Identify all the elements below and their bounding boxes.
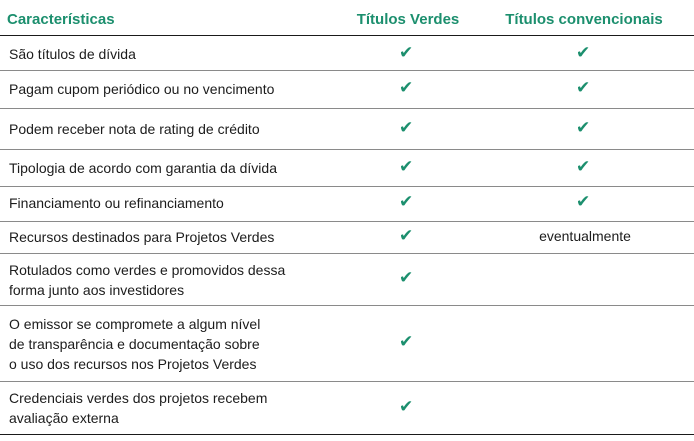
table-row [0, 109, 694, 150]
conventional-check-icon: ✔ [576, 192, 591, 211]
row-label-line: forma junto aos investidores [9, 282, 185, 298]
row-label [9, 193, 224, 213]
row-label [9, 388, 267, 428]
row-label-line: avaliação externa [9, 410, 119, 426]
row-label-line: Rotulados como verdes e promovidos dessa [9, 262, 286, 278]
row-label-line: de transparência e documentação sobre [9, 336, 260, 352]
table-row [0, 254, 694, 306]
row-label-line: Credenciais verdes dos projetos recebem [9, 390, 268, 406]
row-label-line: São títulos de dívida [9, 46, 136, 62]
row-label-line: O emissor se compromete a algum nível [9, 316, 261, 332]
row-label-line: Financiamento ou refinanciamento [9, 195, 224, 211]
table-row [0, 36, 694, 71]
row-label [9, 119, 260, 139]
header-conventional-bonds: Títulos convencionais [505, 11, 663, 28]
green-check-icon: ✔ [399, 332, 414, 351]
green-check-icon: ✔ [399, 157, 414, 176]
table-row [0, 306, 694, 382]
row-label [9, 44, 136, 64]
row-label [9, 227, 274, 247]
row-label-line: o uso dos recursos nos Projetos Verdes [9, 356, 257, 372]
row-label [9, 314, 260, 374]
row-label-line: Tipologia de acordo com garantia da dívida [9, 160, 277, 176]
green-check-icon: ✔ [399, 192, 414, 211]
row-label [9, 158, 277, 178]
row-label [9, 79, 274, 99]
green-check-icon: ✔ [399, 397, 414, 416]
row-label-line: Podem receber nota de rating de crédito [9, 121, 260, 137]
green-check-icon: ✔ [399, 268, 414, 287]
conventional-check-icon: ✔ [576, 78, 591, 97]
green-check-icon: ✔ [399, 43, 414, 62]
table-row [0, 222, 694, 254]
green-check-icon: ✔ [399, 118, 414, 137]
table-row [0, 187, 694, 222]
conventional-eventually-text: eventualmente [539, 228, 631, 244]
conventional-check-icon: ✔ [576, 43, 591, 62]
table-row [0, 382, 694, 435]
row-label-line: Recursos destinados para Projetos Verdes [9, 229, 275, 245]
row-label [9, 260, 285, 300]
green-check-icon: ✔ [399, 226, 414, 245]
conventional-check-icon: ✔ [576, 157, 591, 176]
row-label-line: Pagam cupom periódico ou no vencimento [9, 81, 275, 97]
table-header [0, 0, 694, 36]
header-green-bonds: Títulos Verdes [356, 11, 460, 28]
table-row [0, 150, 694, 187]
conventional-check-icon: ✔ [576, 118, 591, 137]
header-characteristics: Características [7, 11, 115, 28]
table-row [0, 71, 694, 109]
green-check-icon: ✔ [399, 78, 414, 97]
